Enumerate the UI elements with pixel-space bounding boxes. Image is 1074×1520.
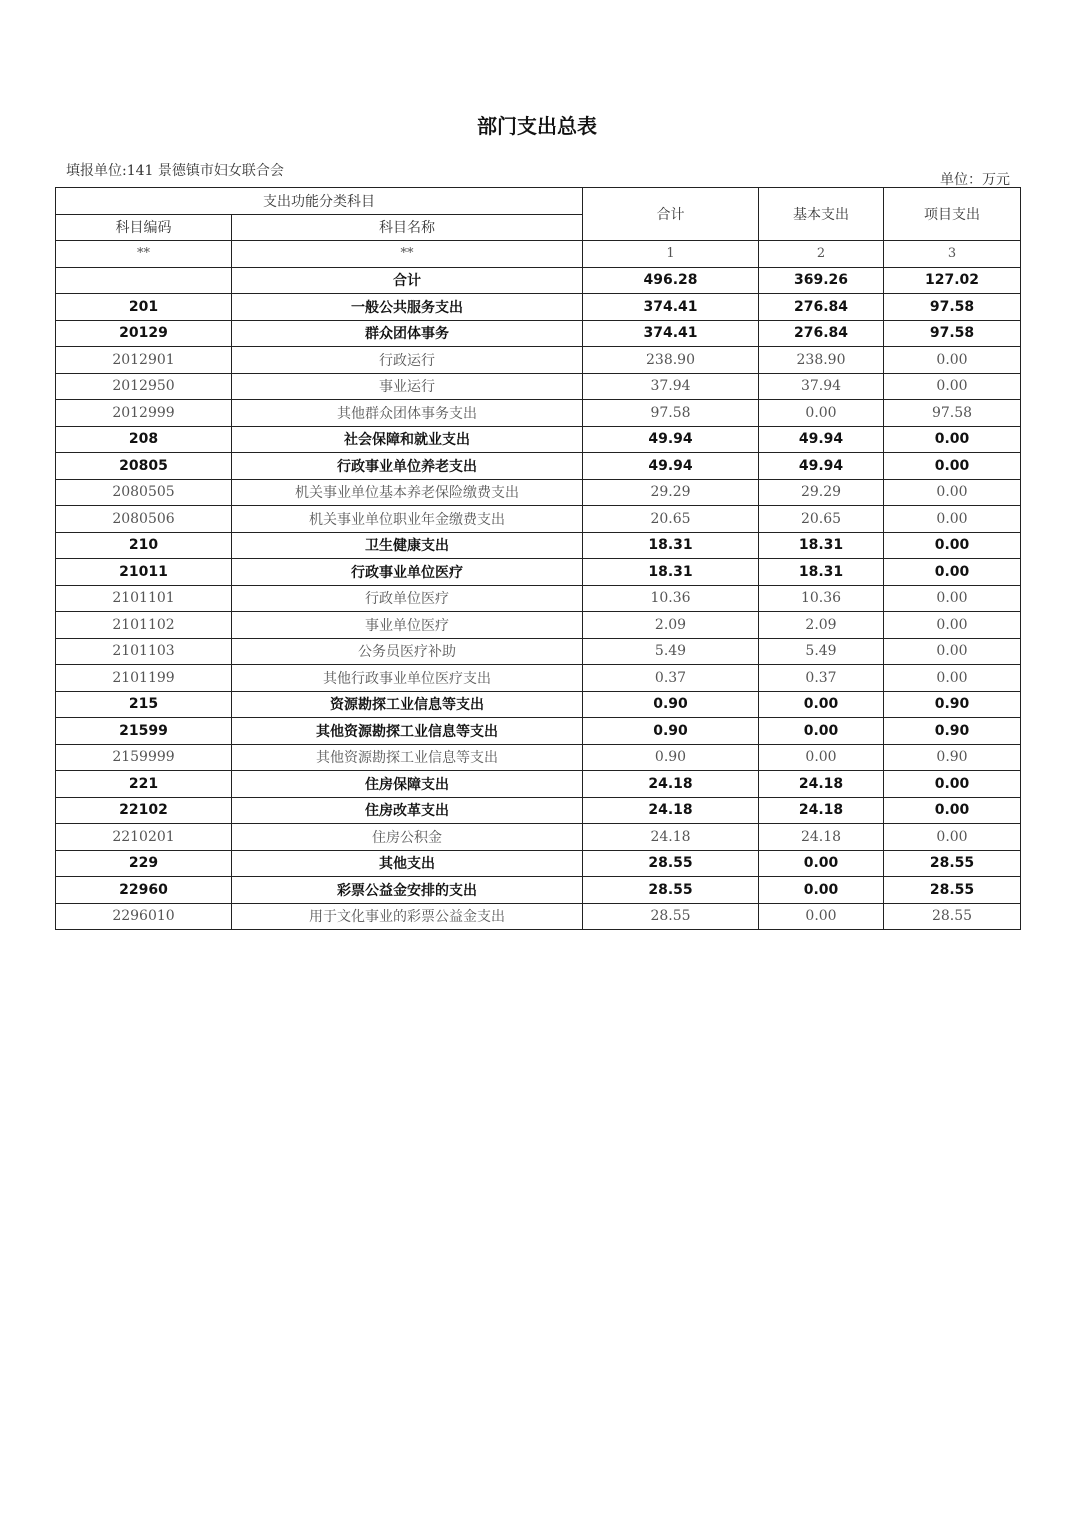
project-expenditure-cell: 0.90 <box>884 744 1021 771</box>
subject-name-cell: 彩票公益金安排的支出 <box>232 877 583 904</box>
project-expenditure-cell: 0.00 <box>884 373 1021 400</box>
total-cell: 24.18 <box>583 824 759 851</box>
total-cell: 24.18 <box>583 797 759 824</box>
index-cell: 1 <box>583 241 759 268</box>
table-row <box>56 877 1021 904</box>
subject-name-cell: 其他资源勘探工业信息等支出 <box>232 744 583 771</box>
subject-code-cell: 215 <box>56 691 232 718</box>
basic-expenditure-cell: 24.18 <box>759 771 884 798</box>
project-expenditure-cell: 97.58 <box>884 400 1021 427</box>
total-cell: 37.94 <box>583 373 759 400</box>
index-cell: 3 <box>884 241 1021 268</box>
basic-expenditure-cell: 0.00 <box>759 850 884 877</box>
basic-expenditure-cell: 18.31 <box>759 559 884 586</box>
basic-expenditure-cell: 24.18 <box>759 797 884 824</box>
filler-unit-label: 填报单位:141 景德镇市妇女联合会 <box>66 163 284 179</box>
total-cell: 2.09 <box>583 612 759 639</box>
total-cell: 238.90 <box>583 347 759 374</box>
table-row <box>56 400 1021 427</box>
table-row <box>56 903 1021 930</box>
subject-name-cell: 群众团体事务 <box>232 320 583 347</box>
subject-code-cell <box>56 267 232 294</box>
total-cell: 49.94 <box>583 453 759 480</box>
total-cell: 28.55 <box>583 850 759 877</box>
project-expenditure-cell: 28.55 <box>884 850 1021 877</box>
project-expenditure-cell: 28.55 <box>884 877 1021 904</box>
project-expenditure-cell: 0.00 <box>884 612 1021 639</box>
subject-name-cell: 其他行政事业单位医疗支出 <box>232 665 583 692</box>
expenditure-table <box>55 187 1021 930</box>
subject-code-cell: 2012950 <box>56 373 232 400</box>
table-row <box>56 426 1021 453</box>
table-row <box>56 267 1021 294</box>
table-row <box>56 612 1021 639</box>
table-row <box>56 718 1021 745</box>
table-row <box>56 665 1021 692</box>
total-cell: 18.31 <box>583 559 759 586</box>
basic-expenditure-cell: 369.26 <box>759 267 884 294</box>
table-row <box>56 347 1021 374</box>
basic-expenditure-cell: 0.00 <box>759 903 884 930</box>
project-expenditure-cell: 0.00 <box>884 426 1021 453</box>
table-row <box>56 744 1021 771</box>
basic-expenditure-cell: 10.36 <box>759 585 884 612</box>
total-cell: 24.18 <box>583 771 759 798</box>
subject-name-cell: 机关事业单位基本养老保险缴费支出 <box>232 479 583 506</box>
total-cell: 29.29 <box>583 479 759 506</box>
total-cell: 10.36 <box>583 585 759 612</box>
project-expenditure-cell: 0.00 <box>884 453 1021 480</box>
basic-expenditure-cell: 0.00 <box>759 877 884 904</box>
subject-name-cell: 行政事业单位养老支出 <box>232 453 583 480</box>
table-header-row-1 <box>56 188 1021 215</box>
header-subject-name: 科目名称 <box>232 214 583 241</box>
basic-expenditure-cell: 238.90 <box>759 347 884 374</box>
subject-name-cell: 合计 <box>232 267 583 294</box>
project-expenditure-cell: 0.00 <box>884 559 1021 586</box>
project-expenditure-cell: 97.58 <box>884 294 1021 321</box>
subject-code-cell: 2210201 <box>56 824 232 851</box>
header-function-category: 支出功能分类科目 <box>56 188 583 215</box>
basic-expenditure-cell: 49.94 <box>759 426 884 453</box>
project-expenditure-cell: 0.90 <box>884 691 1021 718</box>
total-cell: 374.41 <box>583 320 759 347</box>
subject-code-cell: 20129 <box>56 320 232 347</box>
header-subject-code: 科目编码 <box>56 214 232 241</box>
subject-name-cell: 住房改革支出 <box>232 797 583 824</box>
subject-name-cell: 事业运行 <box>232 373 583 400</box>
table-row <box>56 824 1021 851</box>
subject-name-cell: 住房公积金 <box>232 824 583 851</box>
table-row <box>56 638 1021 665</box>
subject-name-cell: 用于文化事业的彩票公益金支出 <box>232 903 583 930</box>
total-cell: 5.49 <box>583 638 759 665</box>
basic-expenditure-cell: 24.18 <box>759 824 884 851</box>
table-row <box>56 797 1021 824</box>
subject-code-cell: 2012901 <box>56 347 232 374</box>
subject-name-cell: 机关事业单位职业年金缴费支出 <box>232 506 583 533</box>
subject-code-cell: 2101103 <box>56 638 232 665</box>
table-row <box>56 453 1021 480</box>
total-cell: 49.94 <box>583 426 759 453</box>
basic-expenditure-cell: 0.37 <box>759 665 884 692</box>
index-cell: ** <box>56 241 232 268</box>
project-expenditure-cell: 0.00 <box>884 771 1021 798</box>
total-cell: 0.90 <box>583 691 759 718</box>
subject-name-cell: 其他群众团体事务支出 <box>232 400 583 427</box>
subject-code-cell: 201 <box>56 294 232 321</box>
basic-expenditure-cell: 37.94 <box>759 373 884 400</box>
subject-code-cell: 2159999 <box>56 744 232 771</box>
index-cell: ** <box>232 241 583 268</box>
subject-code-cell: 2101199 <box>56 665 232 692</box>
subject-code-cell: 2101102 <box>56 612 232 639</box>
index-cell: 2 <box>759 241 884 268</box>
total-cell: 97.58 <box>583 400 759 427</box>
basic-expenditure-cell: 276.84 <box>759 320 884 347</box>
subject-code-cell: 2080506 <box>56 506 232 533</box>
basic-expenditure-cell: 0.00 <box>759 744 884 771</box>
basic-expenditure-cell: 49.94 <box>759 453 884 480</box>
subject-code-cell: 22960 <box>56 877 232 904</box>
column-index-row <box>56 241 1021 268</box>
project-expenditure-cell: 127.02 <box>884 267 1021 294</box>
subject-code-cell: 208 <box>56 426 232 453</box>
subject-name-cell: 资源勘探工业信息等支出 <box>232 691 583 718</box>
subject-name-cell: 行政运行 <box>232 347 583 374</box>
total-cell: 18.31 <box>583 532 759 559</box>
subject-code-cell: 2012999 <box>56 400 232 427</box>
table-row <box>56 559 1021 586</box>
project-expenditure-cell: 0.00 <box>884 585 1021 612</box>
subject-name-cell: 行政单位医疗 <box>232 585 583 612</box>
project-expenditure-cell: 0.00 <box>884 506 1021 533</box>
basic-expenditure-cell: 0.00 <box>759 691 884 718</box>
currency-unit-label: 单位：万元 <box>940 172 1010 188</box>
subject-code-cell: 221 <box>56 771 232 798</box>
table-row <box>56 771 1021 798</box>
project-expenditure-cell: 0.00 <box>884 797 1021 824</box>
table-row <box>56 320 1021 347</box>
basic-expenditure-cell: 5.49 <box>759 638 884 665</box>
basic-expenditure-cell: 20.65 <box>759 506 884 533</box>
header-basic-expenditure: 基本支出 <box>759 188 884 241</box>
total-cell: 0.90 <box>583 744 759 771</box>
table-row <box>56 294 1021 321</box>
subject-name-cell: 其他支出 <box>232 850 583 877</box>
subject-name-cell: 公务员医疗补助 <box>232 638 583 665</box>
subject-name-cell: 卫生健康支出 <box>232 532 583 559</box>
project-expenditure-cell: 0.00 <box>884 665 1021 692</box>
table-row <box>56 850 1021 877</box>
subject-code-cell: 20805 <box>56 453 232 480</box>
total-cell: 20.65 <box>583 506 759 533</box>
project-expenditure-cell: 0.00 <box>884 532 1021 559</box>
table-row <box>56 506 1021 533</box>
table-row <box>56 479 1021 506</box>
project-expenditure-cell: 0.00 <box>884 824 1021 851</box>
total-cell: 28.55 <box>583 903 759 930</box>
subject-code-cell: 22102 <box>56 797 232 824</box>
total-cell: 0.90 <box>583 718 759 745</box>
total-cell: 374.41 <box>583 294 759 321</box>
basic-expenditure-cell: 0.00 <box>759 400 884 427</box>
table-row <box>56 373 1021 400</box>
basic-expenditure-cell: 0.00 <box>759 718 884 745</box>
subject-code-cell: 210 <box>56 532 232 559</box>
table-row <box>56 585 1021 612</box>
subject-name-cell: 其他资源勘探工业信息等支出 <box>232 718 583 745</box>
project-expenditure-cell: 0.00 <box>884 479 1021 506</box>
basic-expenditure-cell: 276.84 <box>759 294 884 321</box>
subject-code-cell: 2101101 <box>56 585 232 612</box>
project-expenditure-cell: 28.55 <box>884 903 1021 930</box>
total-cell: 496.28 <box>583 267 759 294</box>
page-title: 部门支出总表 <box>477 114 597 138</box>
subject-name-cell: 事业单位医疗 <box>232 612 583 639</box>
subject-code-cell: 21011 <box>56 559 232 586</box>
project-expenditure-cell: 0.90 <box>884 718 1021 745</box>
basic-expenditure-cell: 18.31 <box>759 532 884 559</box>
project-expenditure-cell: 0.00 <box>884 347 1021 374</box>
subject-code-cell: 2296010 <box>56 903 232 930</box>
subject-name-cell: 一般公共服务支出 <box>232 294 583 321</box>
basic-expenditure-cell: 2.09 <box>759 612 884 639</box>
header-project-expenditure: 项目支出 <box>884 188 1021 241</box>
subject-name-cell: 行政事业单位医疗 <box>232 559 583 586</box>
subject-name-cell: 社会保障和就业支出 <box>232 426 583 453</box>
subject-code-cell: 229 <box>56 850 232 877</box>
table-row <box>56 691 1021 718</box>
table-row <box>56 532 1021 559</box>
total-cell: 0.37 <box>583 665 759 692</box>
project-expenditure-cell: 0.00 <box>884 638 1021 665</box>
header-total: 合计 <box>583 188 759 241</box>
project-expenditure-cell: 97.58 <box>884 320 1021 347</box>
total-cell: 28.55 <box>583 877 759 904</box>
basic-expenditure-cell: 29.29 <box>759 479 884 506</box>
subject-code-cell: 21599 <box>56 718 232 745</box>
subject-code-cell: 2080505 <box>56 479 232 506</box>
subject-name-cell: 住房保障支出 <box>232 771 583 798</box>
